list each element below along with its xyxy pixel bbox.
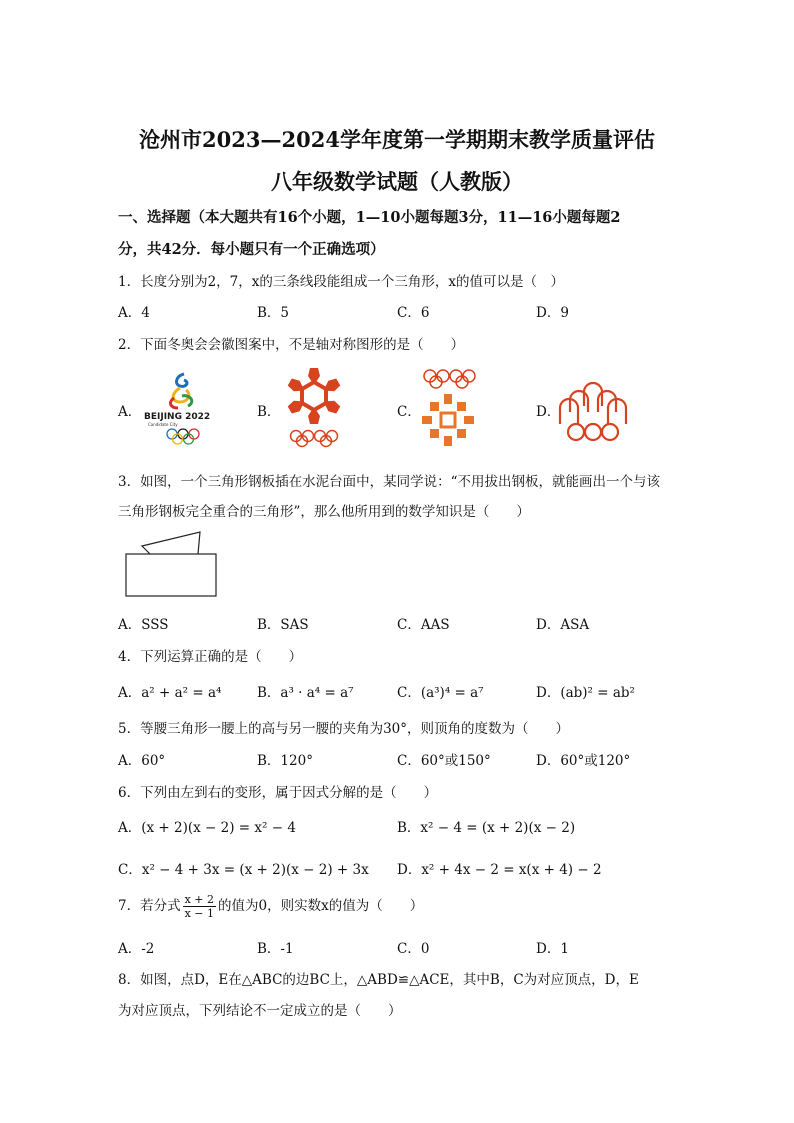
- q5-option-b: B．120°: [257, 753, 313, 769]
- q1-option-a: A．4: [118, 305, 150, 321]
- question-3-stem-line1: 3．如图，一个三角形钢板插在水泥台面中，某同学说：“不用拔出钢板，就能画出一个与该: [118, 474, 660, 490]
- q5-option-a: A．60°: [118, 753, 166, 769]
- q7-option-a: A．-2: [118, 941, 155, 957]
- q4-option-c: C．(a³)⁴ = a⁷: [397, 685, 484, 701]
- q4-option-d: D．(ab)² = ab²: [536, 685, 635, 701]
- question-8-stem-line2: 为对应顶点，下列结论不一定成立的是（ ）: [118, 1003, 402, 1019]
- q7-option-c: C．0: [397, 941, 430, 957]
- q7-fraction: [183, 893, 216, 920]
- page-title-line1: 沧州市2023—2024学年度第一学期期末教学质量评估: [139, 127, 655, 152]
- question-2-stem: 2．下面冬奥会会徽图案中，不是轴对称图形的是（ ）: [118, 337, 465, 353]
- logo-a-text: BEIJING 2022: [144, 412, 211, 422]
- q3-option-b: B．SAS: [257, 617, 309, 633]
- snowflake-logo: [280, 364, 348, 450]
- section-heading-line2: 分，共42分．每小题只有一个正确选项）: [118, 241, 385, 258]
- question-3-stem-line2: 三角形钢板完全重合的三角形”，那么他所用到的数学知识是（ ）: [118, 504, 530, 520]
- q2-option-c: C．: [397, 404, 421, 420]
- q6-option-b: B．x² − 4 = (x + 2)(x − 2): [397, 820, 576, 836]
- logo-a-subtext: Candidate City: [148, 422, 178, 427]
- q3-option-c: C．AAS: [397, 617, 450, 633]
- q6-option-c: C．x² − 4 + 3x = (x + 2)(x − 2) + 3x: [118, 862, 369, 878]
- q7-option-b: B．-1: [257, 941, 294, 957]
- beijing-2022-logo: [140, 368, 232, 448]
- q7-option-d: D．1: [536, 941, 569, 957]
- question-4-stem: 4．下列运算正确的是（ ）: [118, 649, 303, 665]
- q3-option-a: A．SSS: [118, 617, 169, 633]
- section-heading-line1: 一、选择题（本大题共有16个小题，1—10小题每题3分，11—16小题每题2: [118, 209, 621, 226]
- q2-option-d: D．: [536, 404, 561, 420]
- q7-stem-prefix: 7．若分式: [118, 898, 181, 914]
- q4-option-a: A．a² + a² = a⁴: [118, 685, 222, 701]
- question-7-stem: [118, 893, 423, 920]
- q2-option-b: B．: [257, 404, 281, 420]
- q4-option-b: B．a³ · a⁴ = a⁷: [257, 685, 354, 701]
- q2-option-a: A．: [118, 404, 142, 420]
- q5-option-c: C．60°或150°: [397, 753, 491, 769]
- question-8-stem-line1: 8．如图，点D，E在△ABC的边BC上，△ABD≌△ACE，其中B，C为对应顶点，D，E: [118, 972, 639, 988]
- question-6-stem: 6．下列由左到右的变形，属于因式分解的是（ ）: [118, 785, 438, 801]
- page-title-line2: 八年级数学试题（人教版）: [271, 169, 523, 194]
- q7-fraction-denominator: x − 1: [184, 907, 215, 920]
- q1-option-c: C．6: [397, 305, 430, 321]
- q3-option-d: D．ASA: [536, 617, 590, 633]
- calgary-logo: [556, 372, 630, 444]
- q5-option-d: D．60°或120°: [536, 753, 631, 769]
- q6-option-a: A．(x + 2)(x − 2) = x² − 4: [118, 820, 296, 836]
- sarajevo-logo: [415, 366, 481, 448]
- q6-option-d: D．x² + 4x − 2 = x(x + 4) − 2: [397, 862, 602, 878]
- q7-stem-suffix: 的值为0，则实数x的值为（ ）: [218, 898, 424, 914]
- q1-option-b: B．5: [257, 305, 290, 321]
- q1-option-d: D．9: [536, 305, 569, 321]
- question-5-stem: 5．等腰三角形一腰上的高与另一腰的夹角为30°，则顶角的度数为（ ）: [118, 721, 570, 737]
- q7-fraction-numerator: x + 2: [184, 893, 215, 906]
- question-1-stem: 1．长度分别为2，7，x的三条线段能组成一个三角形，x的值可以是（ ）: [118, 274, 564, 290]
- steel-plate-figure: [122, 530, 222, 600]
